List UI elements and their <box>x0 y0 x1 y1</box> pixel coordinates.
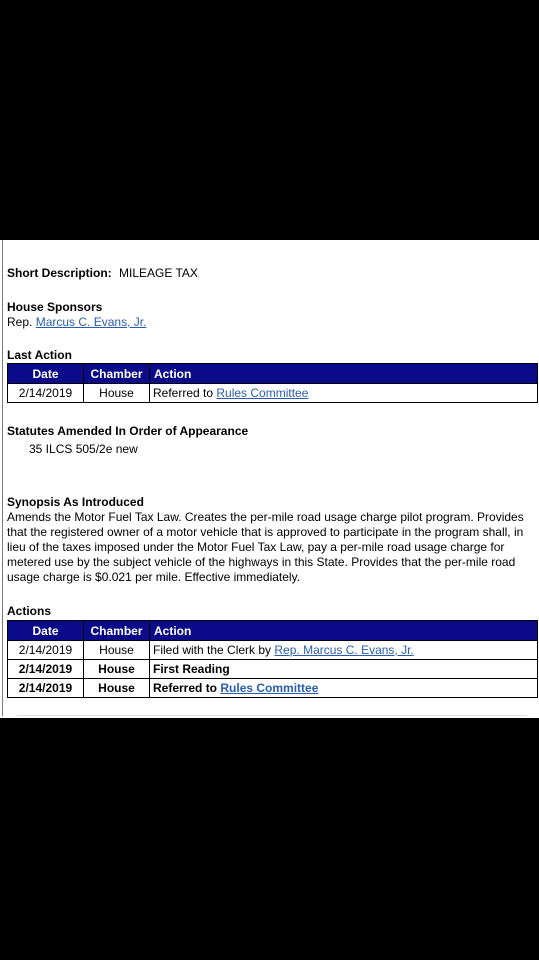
actions-table <box>7 620 538 698</box>
row-chamber: House <box>84 641 150 660</box>
synopsis-section <box>7 495 531 585</box>
column-header-chamber: Chamber <box>84 364 150 384</box>
last-action-heading: Last Action <box>7 348 72 362</box>
sponsor-prefix: Rep. <box>7 315 33 329</box>
house-sponsors <box>7 300 146 330</box>
column-header-date: Date <box>8 621 84 641</box>
column-header-action: Action <box>150 621 538 641</box>
row-action-text: Referred to <box>153 681 221 695</box>
statutes-heading: Statutes Amended In Order of Appearance <box>7 424 249 438</box>
last-action-header-row <box>8 364 538 384</box>
row-action-text: First Reading <box>153 662 230 676</box>
statutes-section <box>7 424 248 457</box>
actions-heading: Actions <box>7 604 52 618</box>
row-action <box>150 384 538 403</box>
last-action-table <box>7 363 538 403</box>
row-action <box>150 660 538 679</box>
short-description-value: MILEAGE TAX <box>119 266 198 280</box>
house-sponsors-heading: House Sponsors <box>7 300 103 314</box>
row-action-text: Referred to <box>153 386 217 400</box>
row-chamber: House <box>84 679 150 698</box>
sponsor-action-link[interactable]: Rep. Marcus C. Evans, Jr. <box>274 643 414 657</box>
row-date: 2/14/2019 <box>8 660 84 679</box>
table-row <box>8 641 538 660</box>
row-chamber: House <box>84 660 150 679</box>
row-action <box>150 679 538 698</box>
short-description <box>7 266 198 281</box>
short-description-label: Short Description: <box>7 266 112 280</box>
table-row <box>8 384 538 403</box>
statute-citation: 35 ILCS 505/2e new <box>29 442 138 456</box>
page-left-border <box>2 240 3 716</box>
sponsor-line <box>7 315 146 330</box>
column-header-date: Date <box>8 364 84 384</box>
row-date: 2/14/2019 <box>8 679 84 698</box>
column-header-chamber: Chamber <box>84 621 150 641</box>
row-date: 2/14/2019 <box>8 641 84 660</box>
sponsor-link[interactable]: Marcus C. Evans, Jr. <box>35 315 147 329</box>
page-bottom-divider <box>17 715 527 716</box>
table-row <box>8 660 538 679</box>
actions-header-row <box>8 621 538 641</box>
row-action-text: Filed with the Clerk by <box>153 643 275 657</box>
table-row <box>8 679 538 698</box>
synopsis-heading: Synopsis As Introduced <box>7 495 144 509</box>
row-chamber: House <box>84 384 150 403</box>
column-header-action: Action <box>150 364 538 384</box>
synopsis-text: Amends the Motor Fuel Tax Law. Creates the per-mile road usage charge pilot program. Provides that the registered owner of a motor vehicle that is approved to participate in the program shall, in lieu of the taxes imposed under the Motor Fuel Tax Law, pay a per-mile road usage charge for metered use by the subject vehicle of the highways in this State. Provides that the per-mile road usage charge is $0.021 per mile. Effective immediately. <box>7 510 524 584</box>
rules-committee-link[interactable]: Rules Committee <box>216 386 309 400</box>
rules-committee-link[interactable]: Rules Committee <box>220 681 319 695</box>
row-action <box>150 641 538 660</box>
row-date: 2/14/2019 <box>8 384 84 403</box>
